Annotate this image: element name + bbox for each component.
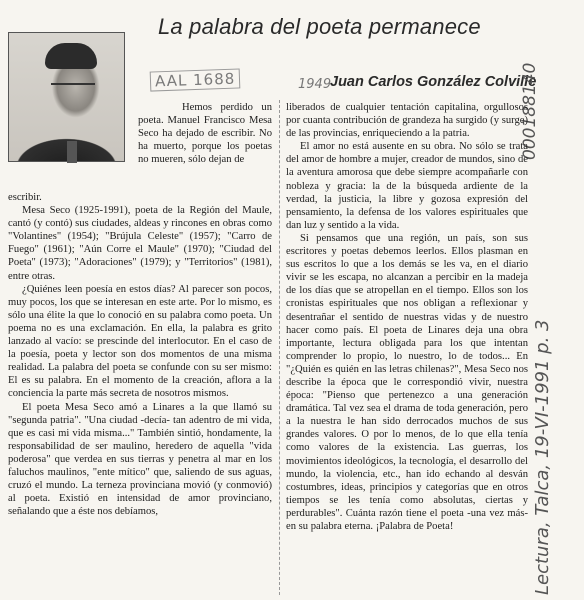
handwritten-catalog-number: 000188140 bbox=[520, 62, 540, 160]
column-one bbox=[8, 191, 272, 518]
handwritten-source-note: Lectura, Talca, 19-VI-1991 p. 3 bbox=[532, 319, 553, 595]
paragraph-provinces: liberados de cualquier tentación capitalina, orgullosos por cuanta contribución de grandeza ha surgido (y surge) de las provincias, enriqueciendo a la patria. bbox=[286, 102, 528, 140]
column-one-top bbox=[138, 101, 272, 166]
author-byline: Juan Carlos González Colville bbox=[330, 74, 537, 90]
portrait-glasses bbox=[51, 83, 95, 95]
column-two bbox=[286, 101, 528, 533]
paragraph-region-writers: Si pensamos que una región, un país, son sus escritores y poetas debemos leerlos. Ellos plasman en sus escritos lo que a los demás se les va, en el diario vivir se les escapa, no alcanzan a percibir en la madeja de los días que se atropellan en el tiempo. Ellos son los cronistas espirituales que nos obligan a reflexionar y desentrañar el sentido de nuestras vidas y de nuestro hacer como país. El poeta de Linares deja una obra importante, lectura obligada para los que intentan comprender lo propio, lo nuestro, lo de todos... En "¿Quién es quién en las letras chilenas?", Mesa Seco nos describe la época que le correspondió vivir, nuestra época: "Pienso que pertenezco a una generación dramática. Tal vez sea el drama de toda generación, pero a la nuestra le han sido derrocados muchos de sus grandes valores. O por lo menos, de lo que ella tenía como valores de la existencia. Las guerras, los movimientos ideológicos, la tecnología, el desarrollo del mundo, la violencia, etc., han ido echando al desván costumbres, ideas, principios y categorías que en otros tiempos se les tenía como absolutas, ciertas y perdurables". Cuánta razón tiene el poeta -una vez más- en su palabra eterna. ¡Palabra de Poeta! bbox=[286, 232, 528, 532]
column-divider bbox=[279, 100, 281, 595]
paragraph-linares: El poeta Mesa Seco amó a Linares a la que llamó su "segunda patria". "Una ciudad -decía- tan adentro de mi vida, que es casi mi vida misma..." También sintió, hondamente, la responsabilidad de ser maulino, heredero de aquella "vida poderosa" que verdea en sus tierras y penetra al mar en los faluchos maulinos, "ente mítico" que, saliendo de sus aguas, cruzó el mundo. La terneza provinciana movió (y conmovió) al poeta. Existió en intensidad de amor provinciano, señalando que a éste nos debíamos, bbox=[8, 401, 272, 518]
paragraph-intro: Hemos perdido un poeta. Manuel Francisco Mesa Seco ha dejado de escribir. No ha muerto, porque los poetas no mueren, sólo dejan de bbox=[138, 102, 272, 166]
archive-stamp: AAL 1688 bbox=[150, 68, 241, 91]
article-title: La palabra del poeta permanece bbox=[158, 14, 481, 39]
handwritten-year: 1949 bbox=[298, 77, 332, 92]
portrait-hair bbox=[45, 43, 97, 69]
paragraph-poetry-readers: ¿Quiénes leen poesía en estos días? Al parecer son pocos, muy pocos, los que se interesan en este arte. Por lo mismo, es sólo una élite la que lo conoció en su palabra como poeta. Un poema no es una exclamación. En ella, la palabra es grito lanzado al vacío: se prescinde del interlocutor. En el caso de la poesía, poeta y lector son dos momentos de una misma realidad. La palabra del poeta se confunde con su ser mismo: El es su palabra. En el momento de la creación, aflora a la conciencia la parte más secreta de nosotros mismos. bbox=[8, 283, 272, 400]
paragraph-biography: Mesa Seco (1925-1991), poeta de la Región del Maule, cantó (y contó) sus ciudades, aldeas y rincones en obras como "Volantines" (1954); "Brújula Celeste" (1957); "Carro de Fuego" (1961); "Aún Corre el Maule" (1970); "Ciudad del Poeta" (1973); "Adoraciones" (1979); y "Territorios" (1981), entre otras. bbox=[8, 205, 272, 282]
portrait-tie bbox=[67, 141, 77, 163]
paragraph-love: El amor no está ausente en su obra. No sólo se trata del amor de hombre a mujer, creador de mundos, sino de la aventura amorosa que debe siempre acompañarle con nobleza y gracia: la de la búsqueda ardiente de la verdad, la justicia, la libre y gozosa expresión del pensamiento, la defensa de los valores espirituales que dan luz y sentido a la vida. bbox=[286, 141, 528, 231]
paragraph-intro-end: escribir. bbox=[8, 192, 42, 203]
author-portrait-photo bbox=[8, 32, 125, 162]
